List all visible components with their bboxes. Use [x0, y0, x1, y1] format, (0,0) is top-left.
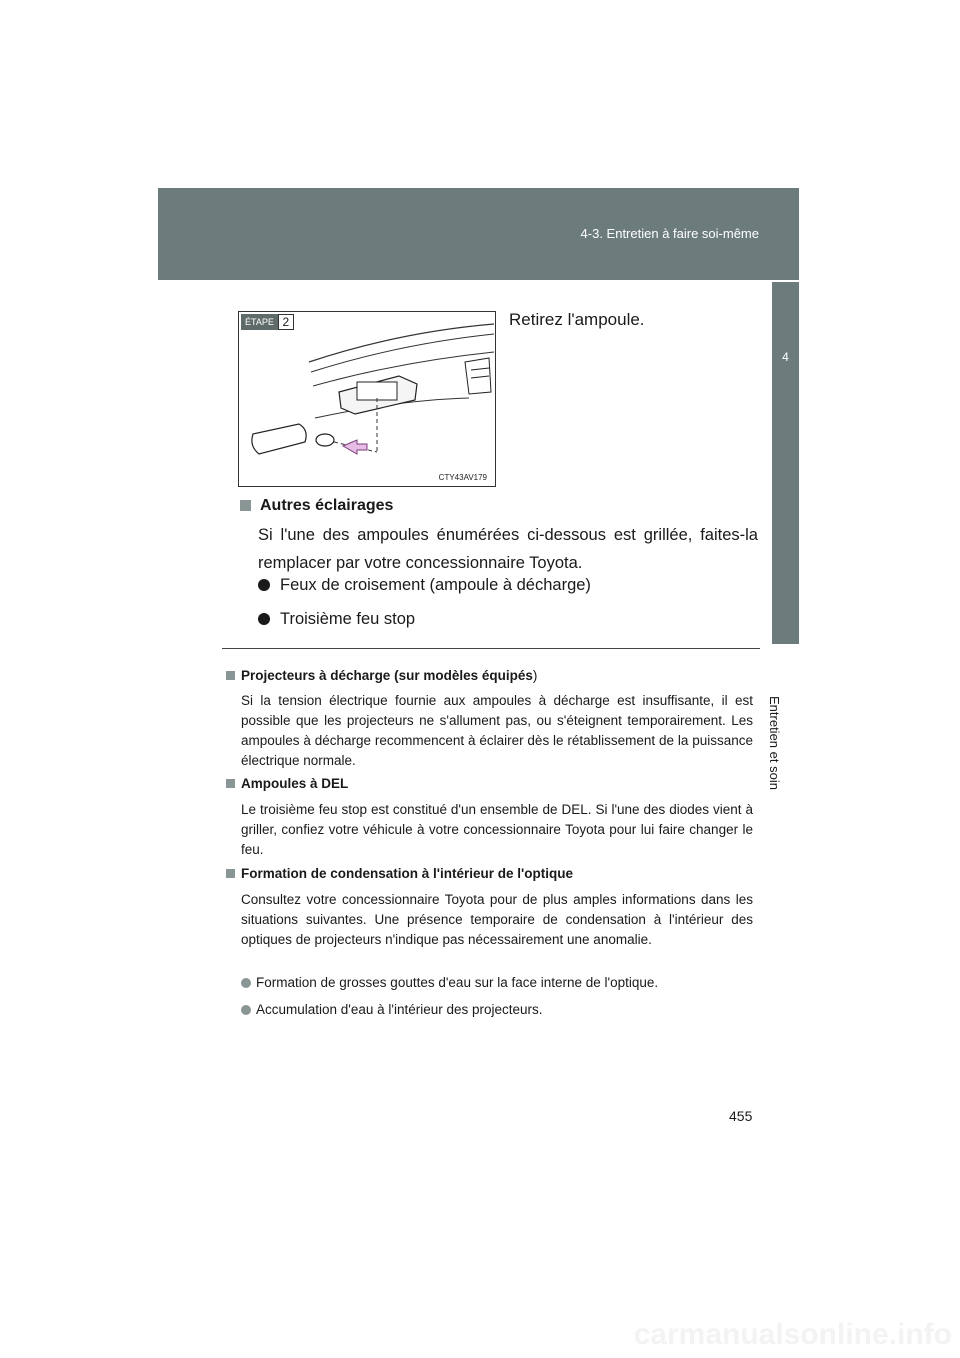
square-bullet-icon: [240, 500, 251, 511]
note-bullet: Accumulation d'eau à l'intérieur des projecteurs.: [241, 1002, 543, 1017]
dot-bullet-icon: [241, 1005, 251, 1015]
chapter-number: 4: [782, 350, 789, 364]
step-number: 2: [278, 314, 294, 330]
note-text: Le troisième feu stop est constitué d'un ensemble de DEL. Si l'une des diodes vient à griller, confiez votre véhicule à votre concessionnaire Toyota pour lui faire changer le feu.: [241, 802, 753, 857]
square-bullet-icon: [226, 869, 235, 878]
note-heading: Projecteurs à décharge (sur modèles équipés): [226, 668, 537, 683]
square-bullet-icon: [226, 779, 235, 788]
section-title: 4-3. Entretien à faire soi-même: [580, 226, 759, 241]
section-divider: [222, 648, 760, 649]
dot-bullet-icon: [241, 978, 251, 988]
step-word: ÉTAPE: [241, 314, 278, 330]
note-text: Si la tension électrique fournie aux ampoules à décharge est insuffisante, il est possible que les projecteurs ne s'allument pas, ou s'éteignent temporairement. Les ampoules à décharge recommencent à éclairer dès le rétablissement de la puissance électrique normale.: [241, 693, 753, 768]
bulb-removal-figure: [238, 311, 496, 487]
bullet-item: Feux de croisement (ampoule à décharge): [258, 576, 591, 595]
dot-bullet-icon: [258, 579, 270, 591]
step-instruction: Retirez l'ampoule.: [509, 310, 645, 329]
watermark: carmanualsonline.info: [633, 1318, 952, 1351]
chapter-tab: [772, 282, 799, 644]
square-bullet-icon: [226, 671, 235, 680]
page-number: 455: [729, 1108, 753, 1124]
lamp-illustration: [239, 312, 495, 486]
note-heading: Ampoules à DEL: [226, 776, 348, 791]
other-lights-heading: Autres éclairages: [240, 497, 393, 515]
bullet-item: Troisième feu stop: [258, 610, 415, 629]
chapter-label: Entretien et soin: [767, 696, 782, 790]
note-bullet: Formation de grosses gouttes d'eau sur la face interne de l'optique.: [241, 975, 658, 990]
note-text: Consultez votre concessionnaire Toyota pour de plus amples informations dans les situations suivantes. Une présence temporaire de condensation à l'intérieur des optiques de projecteurs n'indique pas nécessairement une anomalie.: [241, 892, 753, 947]
other-lights-paragraph: Si l'une des ampoules énumérées ci-dessous est grillée, faites-la remplacer par votre concessionnaire Toyota.: [258, 526, 758, 572]
dot-bullet-icon: [258, 613, 270, 625]
figure-code: CTY43AV179: [438, 473, 487, 482]
header-band: [158, 188, 799, 280]
note-heading: Formation de condensation à l'intérieur de l'optique: [226, 866, 573, 881]
